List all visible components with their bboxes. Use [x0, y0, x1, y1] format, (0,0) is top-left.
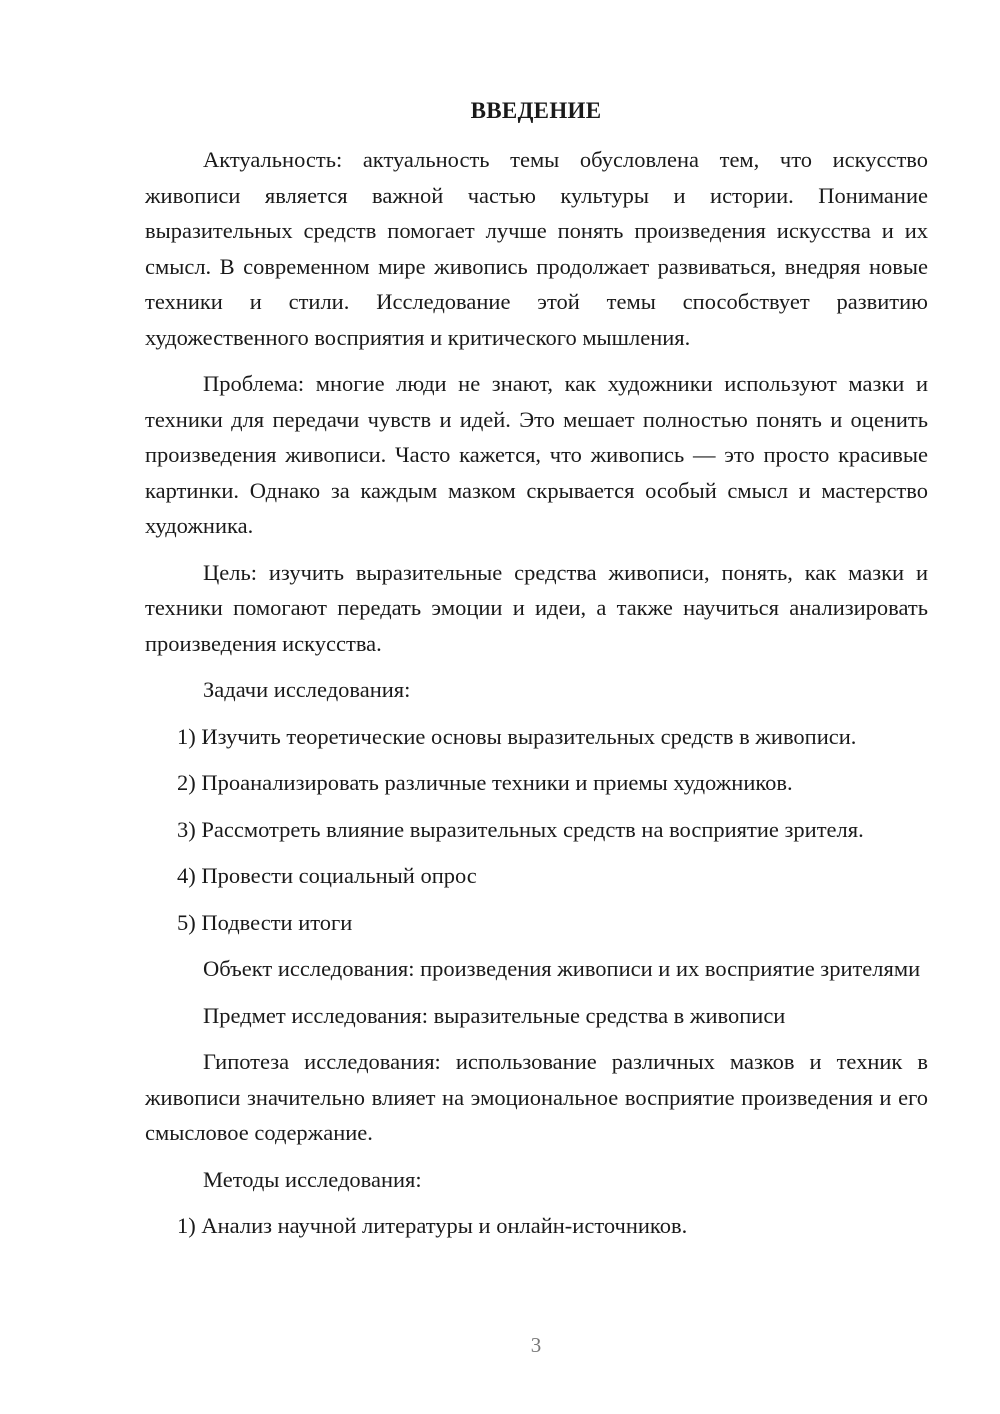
task-item: 5) Подвести итоги: [177, 909, 353, 935]
page-title: ВВЕДЕНИЕ: [470, 98, 602, 123]
method-item: 1) Анализ научной литературы и онлайн-источников.: [177, 1213, 688, 1238]
paragraph-problem: Проблема: многие люди не знают, как художники используют мазки и техники для передачи чувств и идей. Это мешает полностью понять и оценить произведения живописи. Часто кажется, что живопись — это просто красивые картинки. Однако за каждым мазком скрывается особый смысл и мастерство художника.: [145, 371, 928, 538]
methods-heading: Методы исследования:: [203, 1166, 422, 1192]
task-item: 1) Изучить теоретические основы выразительных средств в живописи.: [177, 723, 857, 749]
paragraph-object: Объект исследования: произведения живописи и их восприятие зрителями: [203, 956, 921, 981]
page-number: 3: [530, 1333, 542, 1357]
task-item: 4) Провести социальный опрос: [177, 863, 477, 888]
task-item: 2) Проанализировать различные техники и приемы художников.: [177, 770, 793, 795]
paragraph-subject: Предмет исследования: выразительные средства в живописи: [203, 1002, 786, 1028]
task-item: 3) Рассмотреть влияние выразительных средств на восприятие зрителя.: [177, 816, 864, 842]
paragraph-hypothesis: Гипотеза исследования: использование различных мазков и техник в живописи значительно влияет на эмоциональное восприятие произведения и его смысловое содержание.: [145, 1049, 928, 1145]
document-body: [145, 142, 928, 1255]
tasks-heading: Задачи исследования:: [203, 677, 411, 702]
paragraph-relevance: Актуальность: актуальность темы обусловлена тем, что искусство живописи является важной частью культуры и истории. Понимание выразительных средств помогает лучше понять произведения искусства и их смысл. В современном мире живопись продолжает развиваться, внедряя новые техники и стили. Исследование этой темы способствует развитию художественного восприятия и критического мышления.: [145, 147, 928, 350]
paragraph-goal: Цель: изучить выразительные средства живописи, понять, как мазки и техники помогают передать эмоции и идеи, а также научиться анализировать произведения искусства.: [145, 559, 928, 656]
